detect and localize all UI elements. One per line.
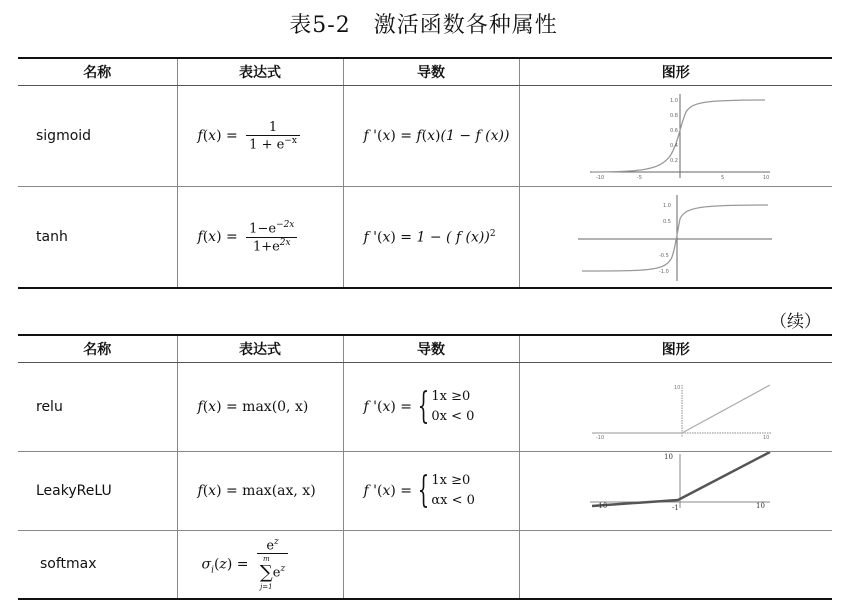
leakyrelu-name: LeakyReLU xyxy=(18,452,177,531)
softmax-plot xyxy=(519,531,832,599)
header-plot: 图形 xyxy=(519,58,832,86)
tanh-tick-y: 1.0 xyxy=(662,203,671,209)
header-derivative: 导数 xyxy=(343,335,519,363)
table-row-softmax xyxy=(18,531,832,599)
sigmoid-tick-y: 0.4 xyxy=(669,143,678,149)
table-row-relu xyxy=(18,363,832,452)
table-row-leakyrelu xyxy=(18,452,832,531)
relu-graph xyxy=(520,363,833,451)
tanh-name: tanh xyxy=(18,187,177,289)
leakyrelu-tick-x: 10 xyxy=(755,502,765,510)
header-name: 名称 xyxy=(18,58,177,86)
sigmoid-tick-x: -5 xyxy=(636,175,642,181)
tanh-derivative: f '(x) = 1 − ( f (x))$^2$ xyxy=(343,187,519,289)
sigmoid-tick-y: 0.2 xyxy=(669,158,678,164)
softmax-name: softmax xyxy=(18,531,177,599)
leakyrelu-graph xyxy=(520,452,833,530)
tanh-tick-y: 0.5 xyxy=(662,219,671,225)
sigmoid-tick-y: 0.6 xyxy=(669,128,678,134)
sigmoid-derivative: f '(x) = f(x)(1 − f (x)) xyxy=(343,86,519,187)
header-expression: 表达式 xyxy=(177,335,343,363)
header-plot: 图形 xyxy=(519,335,832,363)
sigmoid-plot xyxy=(519,86,832,187)
continued-label: （续） xyxy=(770,312,821,332)
relu-expression: f(x) = max(0, x) xyxy=(177,363,343,452)
table-row-tanh xyxy=(18,187,832,289)
sigmoid-graph xyxy=(520,86,833,186)
header-derivative: 导数 xyxy=(343,58,519,86)
relu-derivative: f '(x) = { 1x ≥0 0x < 0 xyxy=(343,363,519,452)
softmax-expression: $\sigma_i(z)$ = $e^z$ m ∑ j=1 $e^z$ xyxy=(177,531,343,599)
leakyrelu-expression: f(x) = max(ax, x) xyxy=(177,452,343,531)
leakyrelu-tick-y: 10 xyxy=(663,453,673,461)
sigmoid-tick-x: -10 xyxy=(595,175,604,181)
leakyrelu-derivative: f '(x) = { 1x ≥0 αx < 0 xyxy=(343,452,519,531)
sigmoid-tick-x: 5 xyxy=(720,175,724,181)
sigmoid-name: sigmoid xyxy=(18,86,177,187)
sigmoid-tick-x: 10 xyxy=(762,175,769,181)
sigmoid-tick-y: 1.0 xyxy=(669,98,678,104)
tanh-tick-y: -0.5 xyxy=(658,253,669,259)
leakyrelu-tick-x: -1 xyxy=(671,504,679,512)
leakyrelu-plot xyxy=(519,452,832,531)
header-expression: 表达式 xyxy=(177,58,343,86)
relu-tick-x: 10 xyxy=(762,435,769,441)
table-title: 表5-2 激活函数各种属性 xyxy=(289,13,558,38)
relu-plot xyxy=(519,363,832,452)
activation-table-part2 xyxy=(18,334,832,600)
sigmoid-expression: f(x) = $\frac{1}{1 + e^{-x}}$ xyxy=(177,86,343,187)
table-row-sigmoid xyxy=(18,86,832,187)
tanh-graph xyxy=(520,187,833,287)
activation-table-part1 xyxy=(18,57,832,289)
relu-tick-x: -10 xyxy=(595,435,604,441)
softmax-derivative xyxy=(343,531,519,599)
tanh-tick-y: -1.0 xyxy=(658,269,669,275)
tanh-expression: f(x) = $\frac{1-e^{-2x}}{1+e^{2x}}$ xyxy=(177,187,343,289)
relu-name: relu xyxy=(18,363,177,452)
leakyrelu-tick-x: -10 xyxy=(595,502,607,510)
header-name: 名称 xyxy=(18,335,177,363)
relu-tick-y: 10 xyxy=(673,385,680,391)
tanh-plot xyxy=(519,187,832,289)
sigmoid-tick-y: 0.8 xyxy=(669,113,678,119)
